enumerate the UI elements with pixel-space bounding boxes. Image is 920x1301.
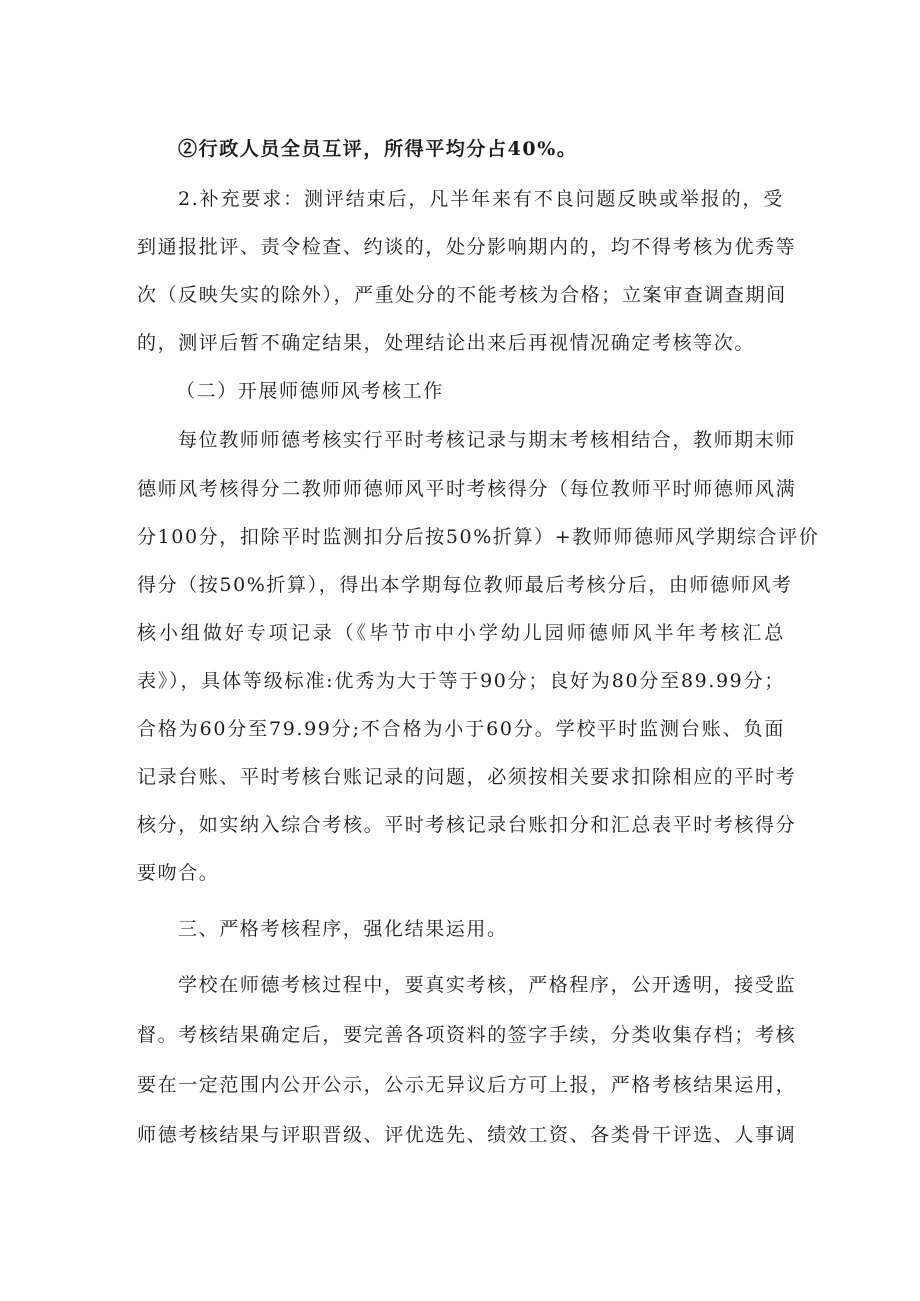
supplement-line-2: 到通报批评、责令检查、约谈的，处分影响期内的，均不得考核为优秀等	[137, 236, 797, 258]
procedure-line-4: 师德考核结果与评职晋级、评优选先、绩效工资、各类骨干评选、人事调	[137, 1124, 797, 1146]
assessment-line-2: 德师风考核得分二教师师德师风平时考核得分（每位教师平时师德师风满	[137, 478, 797, 500]
assessment-line-4: 得分（按50%折算），得出本学期每位教师最后考核分后，由师德师风考	[137, 574, 793, 596]
procedure-line-3: 要在一定范围内公开公示，公示无异议后方可上报，严格考核结果运用，	[137, 1074, 797, 1096]
assessment-line-3: 分100分，扣除平时监测扣分后按50%折算）+教师师德师风学期综合评价	[137, 526, 820, 548]
assessment-line-6: 表》），具体等级标准:优秀为大于等于90分；良好为80分至89.99分；	[137, 670, 785, 692]
assessment-line-7: 合格为60分至79.99分;不合格为小于60分。学校平时监测台账、负面	[137, 718, 785, 740]
assessment-line-10: 要吻合。	[137, 862, 220, 884]
section-heading-3: 三、严格考核程序，强化结果运用。	[178, 918, 508, 940]
section-heading-2: （二）开展师德师风考核工作	[176, 380, 444, 402]
procedure-line-1: 学校在师德考核过程中，要真实考核，严格程序，公开透明，接受监	[178, 974, 797, 996]
supplement-line-4: 的，测评后暂不确定结果，处理结论出来后再视情况确定考核等次。	[137, 332, 756, 354]
supplement-line-3: 次（反映失实的除外），严重处分的不能考核为合格；立案审查调查期间	[137, 284, 787, 306]
assessment-line-9: 核分，如实纳入综合考核。平时考核记录台账扣分和汇总表平时考核得分	[137, 814, 797, 836]
assessment-line-8: 记录台账、平时考核台账记录的问题，必须按相关要求扣除相应的平时考	[137, 766, 797, 788]
procedure-line-2: 督。考核结果确定后，要完善各项资料的签字手续，分类收集存档；考核	[137, 1024, 797, 1046]
supplement-line-1: 2.补充要求：测评结束后，凡半年来有不良问题反映或举报的，受	[178, 188, 784, 210]
assessment-line-1: 每位教师师德考核实行平时考核记录与期末考核相结合，教师期末师	[178, 429, 797, 451]
paragraph-admin-evaluation: ②行政人员全员互评，所得平均分占40%。	[178, 138, 578, 160]
assessment-line-5: 核小组做好专项记录（《毕节市中小学幼儿园师德师风半年考核汇总	[137, 622, 785, 644]
